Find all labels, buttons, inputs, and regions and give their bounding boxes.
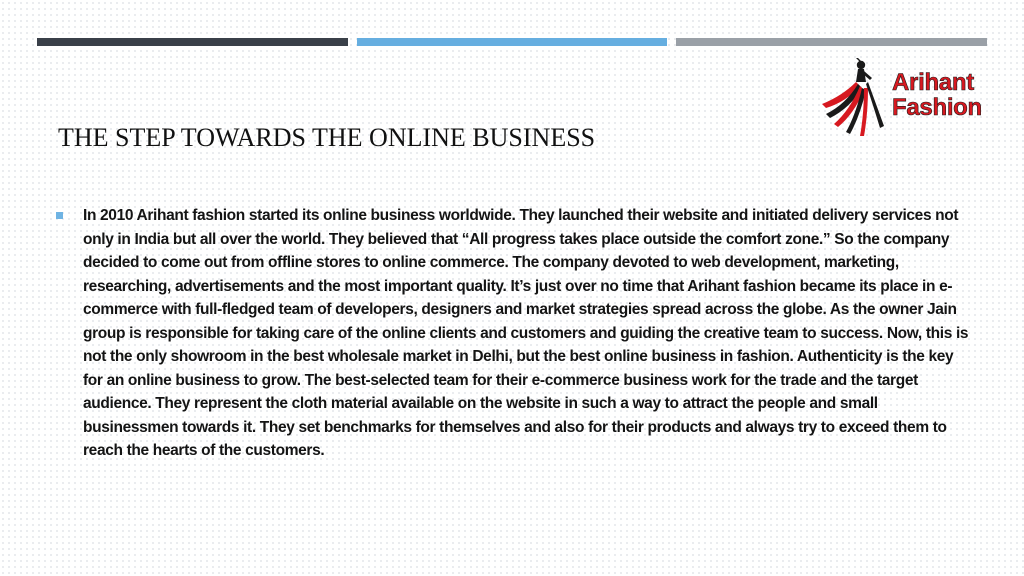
slide-title: THE STEP TOWARDS THE ONLINE BUSINESS	[58, 123, 596, 152]
dancer-silhouette-icon	[820, 58, 886, 136]
header-bar-blue	[357, 38, 667, 46]
brand-logo	[820, 58, 995, 136]
logo-line-2: Fashion	[892, 94, 982, 121]
header-bar-dark	[37, 38, 348, 46]
body-paragraph: In 2010 Arihant fashion started its online business worldwide. They launched their website and initiated delivery services not only in India but all over the world. They believed that “All progress takes place outside the comfort zone.” So the company decided to come out from offline stores to online commerce. The company devoted to web development, marketing, researching, advertisements and the most important quality. It’s just over no time that Arihant fashion became its place in e-commerce with full-fledged team of developers, designers and market strategies spread across the globe. As the owner Jain group is responsible for taking care of the online clients and customers and guiding the creative team to success. Now, this is not the only showroom in the best wholesale market in Delhi, but the best online business in fashion. Authenticity is the key for an online business to grow. The best-selected team for their e-commerce business work for the trade and the target audience. They represent the cloth material available on the website in such a way to attract the people and small businessmen towards it. They set benchmarks for themselves and also for their products and always try to exceed them to reach the hearts of the customers.	[83, 207, 969, 459]
header-bar-gray	[676, 38, 987, 46]
slide-body	[56, 204, 976, 463]
logo-line-1: Arihant	[892, 69, 974, 96]
square-bullet-icon	[56, 212, 63, 219]
logo-wordmark	[892, 70, 982, 120]
